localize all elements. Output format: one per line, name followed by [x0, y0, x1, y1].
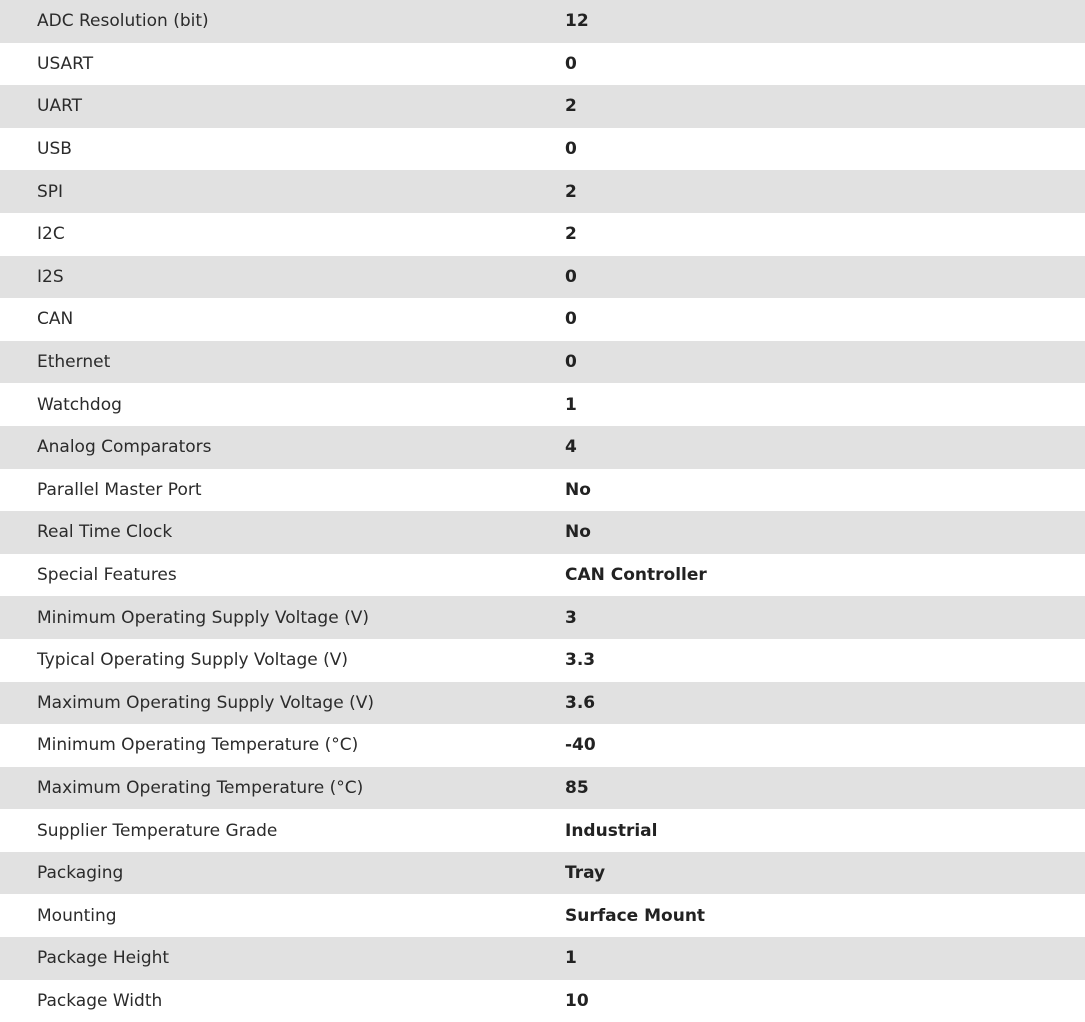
spec-label: Mounting [37, 905, 117, 926]
spec-value: 0 [565, 139, 577, 160]
spec-value: 0 [565, 309, 577, 330]
spec-label: SPI [37, 181, 64, 202]
spec-row-max-supply-voltage [0, 682, 1085, 725]
spec-label: I2S [37, 266, 64, 287]
spec-row-package-height [0, 937, 1085, 980]
spec-row-package-width [0, 980, 1085, 1022]
spec-value: No [565, 522, 591, 543]
spec-label: USART [37, 53, 94, 74]
spec-label: I2C [37, 224, 65, 245]
spec-row-min-supply-voltage [0, 596, 1085, 639]
spec-row-mounting [0, 894, 1085, 937]
spec-row-real-time-clock [0, 511, 1085, 554]
spec-value: 1 [565, 394, 577, 415]
spec-label: Maximum Operating Temperature (°C) [37, 777, 364, 798]
spec-row-watchdog [0, 383, 1085, 426]
spec-label: ADC Resolution (bit) [37, 11, 209, 32]
spec-value: 1 [565, 948, 577, 969]
spec-row-i2c [0, 213, 1085, 256]
spec-row-uart [0, 85, 1085, 128]
spec-value: Tray [565, 863, 606, 884]
spec-value: 0 [565, 266, 577, 287]
spec-row-can [0, 298, 1085, 341]
spec-value: 3.6 [565, 692, 596, 713]
spec-row-usb [0, 128, 1085, 171]
spec-row-adc-resolution [0, 0, 1085, 43]
spec-label: Special Features [37, 565, 177, 586]
spec-value: 2 [565, 224, 577, 245]
spec-row-min-temperature [0, 724, 1085, 767]
spec-value: CAN Controller [565, 565, 707, 586]
spec-value: 3.3 [565, 650, 596, 671]
spec-value: 12 [565, 11, 589, 32]
spec-label: Supplier Temperature Grade [37, 820, 278, 841]
spec-row-usart [0, 43, 1085, 86]
spec-value: 10 [565, 990, 589, 1011]
spec-label: Package Width [37, 990, 163, 1011]
spec-label: Analog Comparators [37, 437, 212, 458]
spec-label: USB [37, 139, 72, 160]
spec-label: Ethernet [37, 352, 111, 373]
spec-value: Surface Mount [565, 905, 706, 926]
spec-value: -40 [565, 735, 596, 756]
spec-row-max-temperature [0, 767, 1085, 810]
spec-label: Parallel Master Port [37, 479, 202, 500]
spec-value: 0 [565, 352, 577, 373]
spec-row-analog-comparators [0, 426, 1085, 469]
spec-row-i2s [0, 256, 1085, 299]
spec-value: 85 [565, 777, 589, 798]
spec-label: Maximum Operating Supply Voltage (V) [37, 692, 374, 713]
spec-label: CAN [37, 309, 74, 330]
spec-label: UART [37, 96, 83, 117]
spec-label: Watchdog [37, 394, 122, 415]
spec-value: No [565, 479, 591, 500]
spec-row-special-features [0, 554, 1085, 597]
spec-row-ethernet [0, 341, 1085, 384]
spec-row-parallel-master-port [0, 469, 1085, 512]
spec-label: Typical Operating Supply Voltage (V) [37, 650, 348, 671]
spec-row-temperature-grade [0, 809, 1085, 852]
spec-value: 0 [565, 53, 577, 74]
spec-label: Minimum Operating Temperature (°C) [37, 735, 359, 756]
spec-value: 4 [565, 437, 577, 458]
spec-row-packaging [0, 852, 1085, 895]
spec-label: Package Height [37, 948, 170, 969]
spec-label: Packaging [37, 863, 124, 884]
spec-row-typ-supply-voltage [0, 639, 1085, 682]
spec-value: 2 [565, 181, 577, 202]
spec-value: 2 [565, 96, 577, 117]
spec-label: Real Time Clock [37, 522, 173, 543]
spec-value: Industrial [565, 820, 658, 841]
spec-value: 3 [565, 607, 577, 628]
spec-label: Minimum Operating Supply Voltage (V) [37, 607, 369, 628]
spec-row-spi [0, 170, 1085, 213]
